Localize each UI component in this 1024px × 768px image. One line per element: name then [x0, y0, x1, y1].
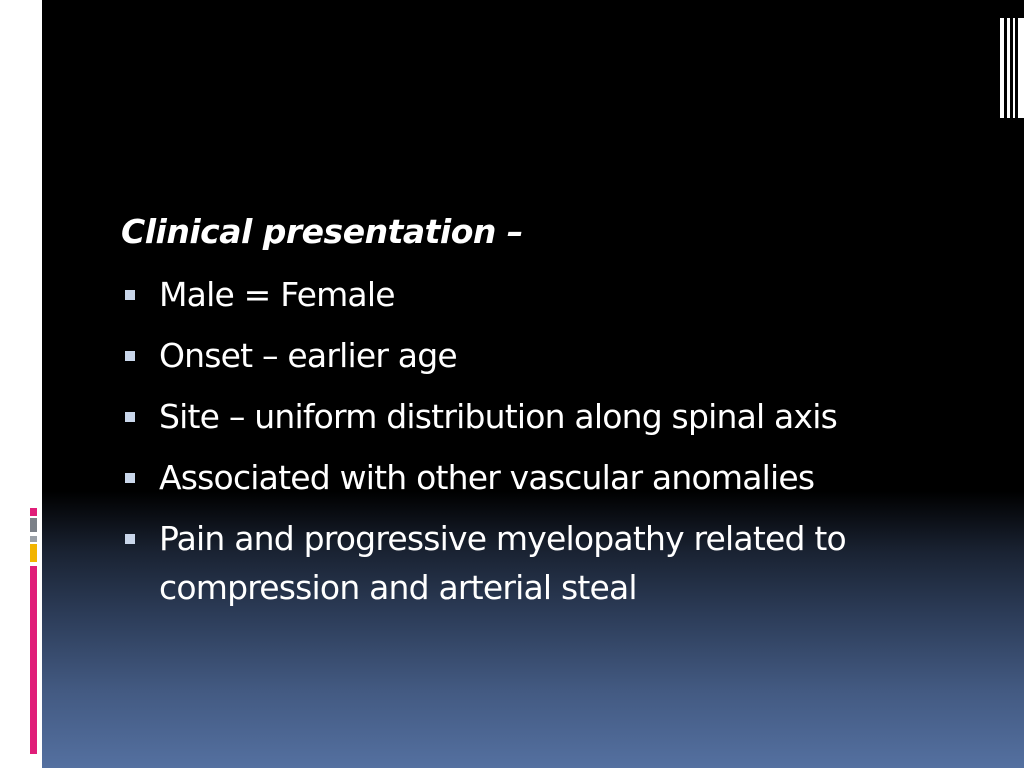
bullet-text: Pain and progressive myelopathy related to compression and arterial steal [159, 519, 846, 607]
bullet-text: Site – uniform distribution along spinal axis [159, 397, 837, 436]
square-bullet-icon [125, 290, 135, 300]
square-bullet-icon [125, 351, 135, 361]
bullet-text: Male = Female [159, 275, 395, 314]
slide-heading: Clinical presentation – [121, 212, 523, 251]
accent-bar-yellow [30, 544, 37, 562]
slide-content [121, 206, 981, 612]
square-bullet-icon [125, 412, 135, 422]
bullet-text: Onset – earlier age [159, 336, 457, 375]
list-item [121, 514, 981, 612]
accent-bar-gray-small [30, 536, 37, 542]
square-bullet-icon [125, 534, 135, 544]
list-item [121, 453, 981, 502]
square-bullet-icon [125, 473, 135, 483]
bullet-text: Associated with other vascular anomalies [159, 458, 815, 497]
bullet-list [121, 270, 981, 612]
accent-bar-pink-long [30, 566, 37, 754]
list-item [121, 392, 981, 441]
list-item [121, 270, 981, 319]
list-item [121, 331, 981, 380]
corner-decoration-bars [1000, 18, 1024, 118]
accent-bar-gray [30, 518, 37, 532]
accent-bar-pink-small [30, 508, 37, 516]
